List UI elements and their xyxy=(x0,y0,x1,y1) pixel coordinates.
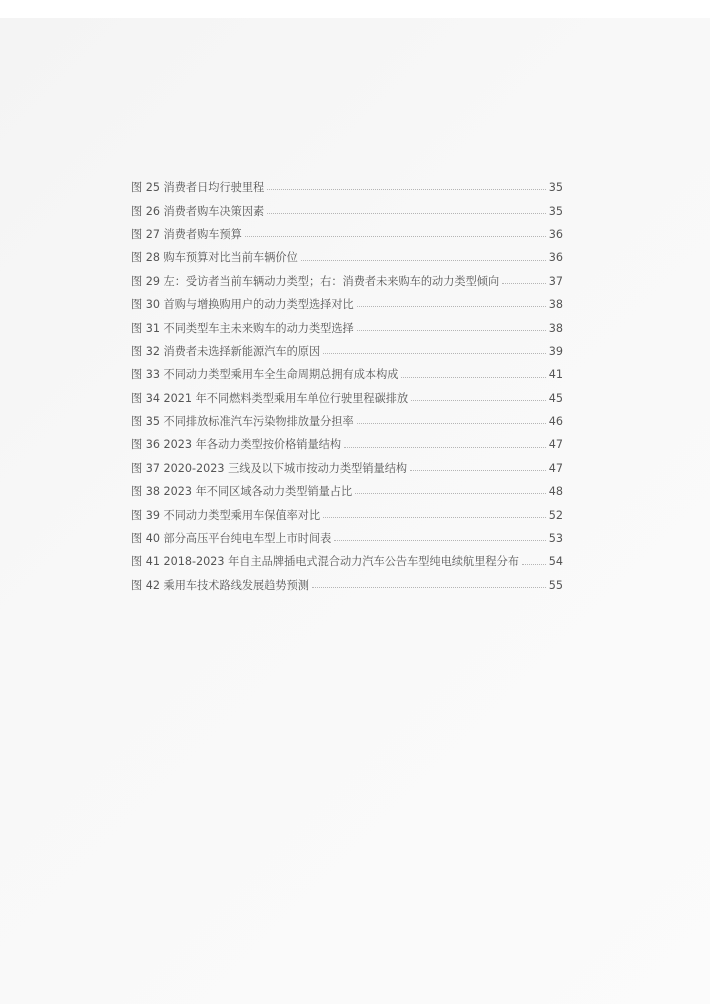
dot-leader xyxy=(410,470,546,471)
toc-entry[interactable] xyxy=(131,407,563,430)
toc-page-number: 52 xyxy=(548,508,563,522)
toc-page-number: 47 xyxy=(548,461,563,475)
toc-entry-title: 图 33 不同动力类型乘用车全生命周期总拥有成本构成 xyxy=(131,368,399,382)
toc-entry-title: 图 39 不同动力类型乘用车保值率对比 xyxy=(131,508,321,522)
toc-entry[interactable] xyxy=(131,313,563,336)
toc-page-number: 38 xyxy=(548,298,563,312)
toc-entry[interactable] xyxy=(131,243,563,266)
dot-leader xyxy=(355,493,546,494)
dot-leader xyxy=(323,353,546,354)
toc-entry-title: 图 34 2021 年不同燃料类型乘用车单位行驶里程碳排放 xyxy=(131,391,409,405)
toc-page-number: 36 xyxy=(548,251,563,265)
dot-leader xyxy=(522,564,546,565)
toc-entry-title: 图 29 左：受访者当前车辆动力类型；右：消费者未来购车的动力类型倾向 xyxy=(131,274,500,288)
toc-page-number: 35 xyxy=(548,181,563,195)
dot-leader xyxy=(323,517,546,518)
toc-page-number: 53 xyxy=(548,532,563,546)
toc-entry-title: 图 32 消费者未选择新能源汽车的原因 xyxy=(131,344,321,358)
toc-entry[interactable] xyxy=(131,337,563,360)
toc-page-number: 55 xyxy=(548,578,563,592)
toc-page-number: 38 xyxy=(548,321,563,335)
toc-entry-title: 图 30 首购与增换购用户的动力类型选择对比 xyxy=(131,298,354,312)
toc-entry-title: 图 36 2023 年各动力类型按价格销量结构 xyxy=(131,438,342,452)
toc-entry[interactable] xyxy=(131,500,563,523)
toc-entry[interactable] xyxy=(131,477,563,500)
toc-entry[interactable] xyxy=(131,290,563,313)
toc-page-number: 37 xyxy=(548,274,563,288)
dot-leader xyxy=(357,423,546,424)
dot-leader xyxy=(401,377,545,378)
toc-entry[interactable] xyxy=(131,524,563,547)
dot-leader xyxy=(245,236,546,237)
dot-leader xyxy=(267,189,546,190)
dot-leader xyxy=(312,587,546,588)
toc-page-number: 47 xyxy=(548,438,563,452)
dot-leader xyxy=(344,447,546,448)
figure-list xyxy=(131,173,563,594)
dot-leader xyxy=(502,283,546,284)
toc-entry-title: 图 38 2023 年不同区域各动力类型销量占比 xyxy=(131,485,353,499)
toc-entry-title: 图 40 部分高压平台纯电车型上市时间表 xyxy=(131,532,332,546)
dot-leader xyxy=(301,260,546,261)
toc-entry-title: 图 31 不同类型车主未来购车的动力类型选择 xyxy=(131,321,354,335)
toc-page-number: 36 xyxy=(548,227,563,241)
toc-entry[interactable] xyxy=(131,547,563,570)
dot-leader xyxy=(334,540,545,541)
toc-entry-title: 图 26 消费者购车决策因素 xyxy=(131,204,265,218)
dot-leader xyxy=(411,400,546,401)
toc-entry[interactable] xyxy=(131,267,563,290)
toc-entry-title: 图 41 2018-2023 年自主品牌插电式混合动力汽车公告车型纯电续航里程分布 xyxy=(131,555,519,569)
toc-entry[interactable] xyxy=(131,430,563,453)
toc-entry-title: 图 28 购车预算对比当前车辆价位 xyxy=(131,251,298,265)
toc-page-number: 45 xyxy=(548,391,563,405)
toc-page-number: 39 xyxy=(548,344,563,358)
toc-entry[interactable] xyxy=(131,454,563,477)
dot-leader xyxy=(357,306,546,307)
toc-entry-title: 图 25 消费者日均行驶里程 xyxy=(131,181,265,195)
toc-page-number: 54 xyxy=(548,555,563,569)
toc-entry[interactable] xyxy=(131,571,563,594)
toc-entry-title: 图 27 消费者购车预算 xyxy=(131,227,242,241)
toc-page-number: 46 xyxy=(548,415,563,429)
dot-leader xyxy=(357,330,546,331)
toc-page-number: 41 xyxy=(548,368,563,382)
toc-entry[interactable] xyxy=(131,173,563,196)
toc-page-number: 35 xyxy=(548,204,563,218)
toc-entry-title: 图 35 不同排放标准汽车污染物排放量分担率 xyxy=(131,415,354,429)
toc-entry[interactable] xyxy=(131,384,563,407)
toc-entry[interactable] xyxy=(131,360,563,383)
toc-entry[interactable] xyxy=(131,220,563,243)
toc-page-number: 48 xyxy=(548,485,563,499)
toc-entry-title: 图 37 2020-2023 三线及以下城市按动力类型销量结构 xyxy=(131,461,408,475)
toc-entry-title: 图 42 乘用车技术路线发展趋势预测 xyxy=(131,578,309,592)
dot-leader xyxy=(267,213,546,214)
toc-entry[interactable] xyxy=(131,196,563,219)
